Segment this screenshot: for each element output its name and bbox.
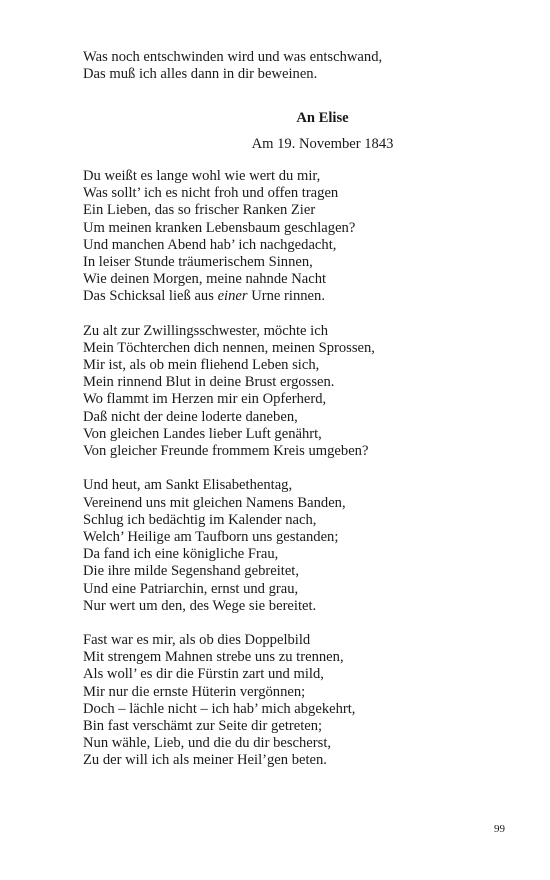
verse-line: Mir ist, als ob mein fliehend Leben sich, (83, 357, 320, 374)
previous-poem-ending (83, 49, 483, 83)
verse-fragment: Das Schicksal ließ aus (83, 288, 218, 305)
verse-line: Zu der will ich als meiner Heil’gen beten. (83, 752, 327, 769)
verse-line-emphasis (83, 288, 483, 305)
verse-line: Und eine Patriarchin, ernst und grau, (83, 580, 299, 597)
emphasized-word: einer (217, 288, 248, 305)
verse-line: Vereinend uns mit gleichen Namens Banden, (83, 494, 346, 511)
verse-line: Zu alt zur Zwillingsschwester, möchte ich (83, 322, 329, 339)
verse-line: Fast war es mir, als ob dies Doppelbild (83, 632, 311, 649)
verse-line: Und manchen Abend hab’ ich nachgedacht, (83, 236, 337, 253)
verse-line: Von gleicher Freunde frommem Kreis umgeben? (83, 443, 369, 459)
verse-line: Nur wert um den, des Wege sie bereitet. (83, 597, 317, 614)
verse-line: Nun wähle, Lieb, und die du dir bescherst, (83, 735, 332, 752)
verse-line: Wo flammt im Herzen mir ein Opferherd, (83, 391, 327, 408)
verse-line: Da fand ich eine königliche Frau, (83, 546, 279, 563)
stanza-gap (83, 615, 483, 632)
poem-title: An Elise (296, 110, 349, 126)
stanza-3 (83, 477, 483, 615)
stanza-1 (83, 168, 483, 306)
verse-line: Wie deinen Morgen, meine nahnde Nacht (83, 271, 327, 288)
verse-line: Daß nicht der deine loderte daneben, (83, 408, 298, 425)
verse-line: Das muß ich alles dann in dir beweinen. (83, 66, 318, 83)
verse-line: Doch – lächle nicht – ich hab’ mich abgekehrt, (83, 700, 356, 717)
verse-line: Welch’ Heilige am Taufborn uns gestanden; (83, 528, 339, 545)
verse-line: Mit strengem Mahnen strebe uns zu trennen, (83, 649, 344, 666)
verse-fragment: Urne rinnen. (247, 288, 325, 305)
verse-line: In leiser Stunde träumerischem Sinnen, (83, 253, 313, 270)
verse-line: Mein rinnend Blut in deine Brust ergossen. (83, 374, 335, 391)
poem-body (83, 168, 483, 770)
poem-dateline: Am 19. November 1843 (251, 136, 394, 152)
stanza-2 (83, 323, 483, 461)
verse-line: Von gleichen Landes lieber Luft genährt, (83, 425, 322, 442)
verse-line: Du weißt es lange wohl wie wert du mir, (83, 168, 321, 184)
verse-line: Was sollt’ ich es nicht froh und offen tragen (83, 185, 339, 202)
verse-line: Mir nur die ernste Hüterin vergönnen; (83, 683, 306, 700)
verse-line: Die ihre milde Segenshand gebreitet, (83, 563, 299, 580)
verse-line: Schlug ich bedächtig im Kalender nach, (83, 511, 317, 528)
stanza-gap (83, 306, 483, 323)
stanza-4 (83, 632, 483, 770)
verse-line: Was noch entschwinden wird und was entschwand, (83, 49, 383, 65)
verse-line: Und heut, am Sankt Elisabethentag, (83, 477, 293, 494)
verse-line: Als woll’ es dir die Fürstin zart und mild, (83, 666, 324, 683)
verse-line: Um meinen kranken Lebensbaum geschlagen? (83, 219, 356, 236)
verse-line: Ein Lieben, das so frischer Ranken Zier (83, 202, 316, 219)
stanza-gap (83, 460, 483, 477)
page-number: 99 (494, 823, 505, 835)
verse-line: Mein Töchterchen dich nennen, meinen Sprossen, (83, 339, 375, 356)
verse-line: Bin fast verschämt zur Seite dir getreten; (83, 718, 323, 734)
